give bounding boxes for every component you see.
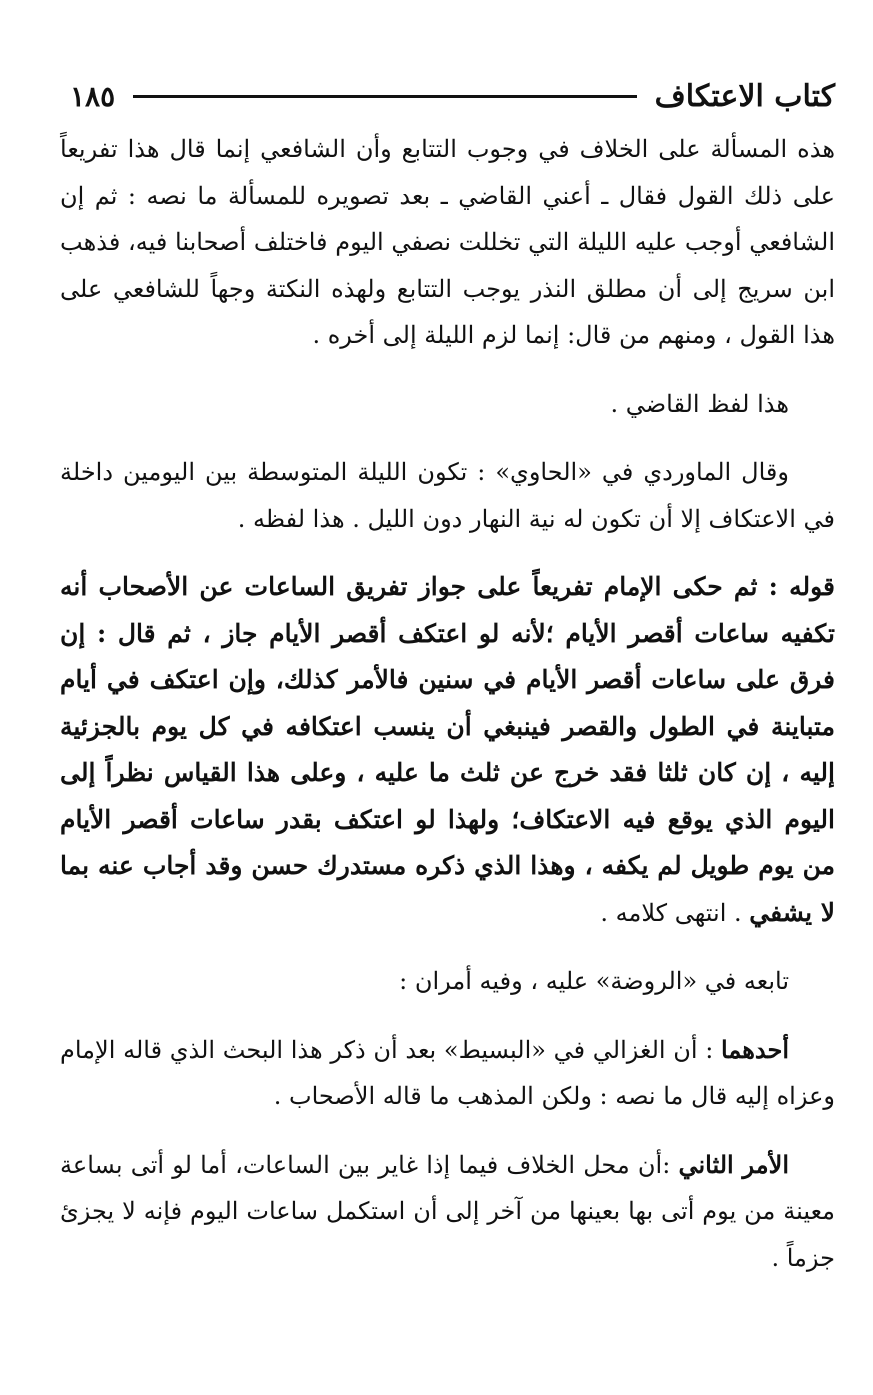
paragraph-3: وقال الماوردي في «الحاوي» : تكون الليلة المتوسطة بين اليومين داخلة في الاعتكاف إلا أن تكون له نية النهار دون الليل . هذا لفظه . [60, 458, 835, 533]
header-rule [133, 95, 637, 98]
paragraph-4 [60, 564, 835, 936]
paragraph-7-lead: الأمر الثاني [678, 1149, 790, 1179]
paragraph-5: تابعه في «الروضة» عليه ، وفيه أمران : [399, 967, 789, 995]
page-number: ١٨٥ [70, 79, 116, 113]
paragraph-2: هذا لفظ القاضي . [610, 389, 789, 418]
paragraph-6-lead: أحدهما [721, 1034, 789, 1064]
paragraph-1: هذه المسألة على الخلاف في وجوب التتابع وأن الشافعي إنما قال هذا تفريعاً على ذلك القول فقال ـ أعني القاضي ـ بعد تصويره للمسألة ما نصه : ثم إن الشافعي أوجب عليه الليلة التي تخللت نصفي اليوم فاختلف أصحابنا فيه، فذهب ابن سريج إلى أن مطلق النذر يوجب التتابع ولهذه النكتة وجهاً للشافعي على هذا القول ، ومنهم من قال: إنما لزم الليلة إلى أخره . [60, 135, 835, 349]
paragraph-7-text: :أن محل الخلاف فيما إذا غاير بين الساعات، أما لو أتى بساعة معينة من يوم أتى بها بعينها من آخر إلى أن استكمل ساعات اليوم فإنه لا يجزئ جزماً . [60, 1150, 835, 1272]
paragraph-7 [60, 1142, 835, 1282]
paragraph-6 [60, 1027, 835, 1120]
running-title: كتاب الاعتكاف [654, 78, 835, 114]
paragraph-4-bold-text: قوله : ثم حكى الإمام تفريعاً على جواز تفريق الساعات عن الأصحاب أنه تكفيه ساعات أقصر الأيام ؛لأنه لو اعتكف أقصر الأيام جاز ، ثم قال : إن فرق على ساعات أقصر الأيام في سنين فالأمر كذلك، وإن اعتكف في أيام متباينة في الطول والقصر فينبغي أن ينسب اعتكافه في كل يوم بالجزئية إليه ، إن كان ثلثا فقد خرج عن ثلث ما عليه ، وعلى هذا القياس نظراً إلى اليوم الذي يوقع فيه الاعتكاف؛ ولهذا لو اعتكف بقدر ساعات أقصر الأيام من يوم طويل لم يكفه ، وهذا الذي ذكره مستدرك حسن وقد أجاب عنه بما لا يشفي [60, 572, 835, 927]
paragraph-6-text: : أن الغزالي في «البسيط» بعد أن ذكر هذا البحث الذي قاله الإمام وعزاه إليه قال ما نصه : ولكن المذهب ما قاله الأصحاب . [60, 1035, 835, 1110]
paragraph-4-tail: . انتهى كلامه . [600, 898, 750, 927]
book-page [60, 70, 835, 1281]
page-header [60, 70, 835, 122]
